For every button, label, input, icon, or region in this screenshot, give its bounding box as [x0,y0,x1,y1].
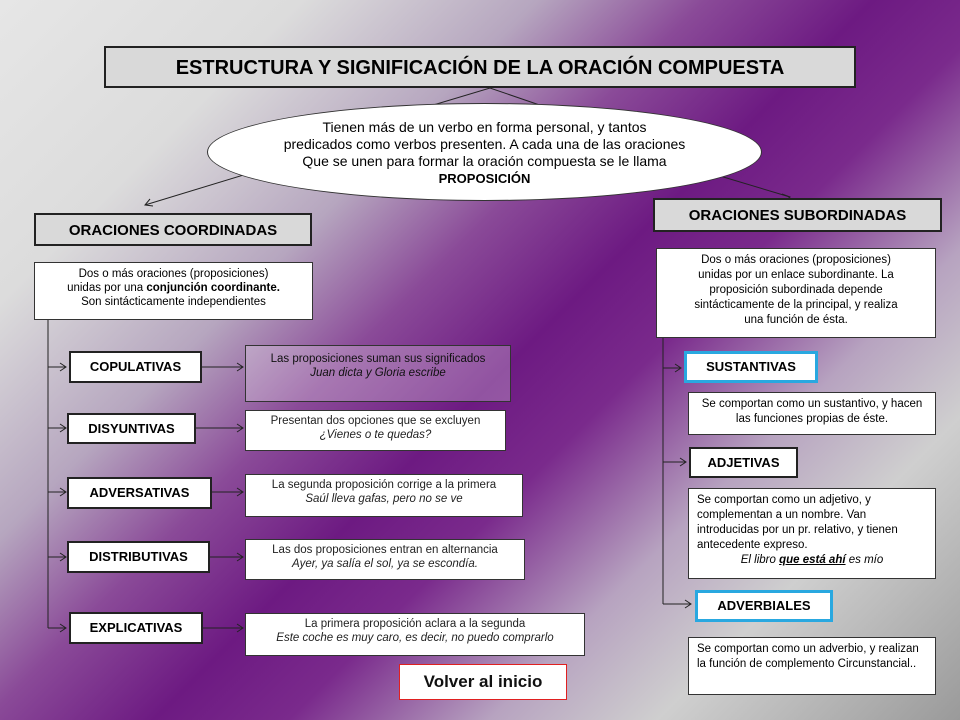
ellipse-line-1: Tienen más de un verbo en forma personal, y tantos [322,119,647,135]
adversativas-text: La segunda proposición corrige a la primera [271,479,497,491]
copulativas-example: Juan dicta y Gloria escribe [310,367,446,379]
coord-desc-line3: Son sintácticamente independientes [81,296,266,308]
adjetivas-description [688,488,936,579]
explicativas-example: Este coche es muy caro, es decir, no puedo comprarlo [276,632,554,644]
adjetivas-text: Se comportan como un adjetivo, y complementan a un nombre. Van introducidas por un pr. relativo, y tienen antecedente expreso. [697,494,898,551]
explicativas-explanation [245,613,585,656]
coordinadas-description [34,262,313,320]
sub-desc-line3: proposición subordinada depende [709,284,883,296]
sub-desc-line2a: unidas por un enlace subordinante. [698,269,878,281]
adjetivas-example [697,553,927,568]
sub-desc-line5: una función de ésta. [744,314,848,326]
adversativas-explanation [245,474,523,517]
distributivas-text: Las dos proposiciones entran en alternancia [272,544,498,556]
sustantivas-label: SUSTANTIVAS [684,351,818,383]
ellipse-line-3: Que se unen para formar la oración compuesta se le llama [302,153,667,169]
distributivas-example: Ayer, ya salía el sol, ya se escondía. [292,558,478,570]
explicativas-label: EXPLICATIVAS [69,612,203,644]
explicativas-text: La primera proposición aclara a la segunda [304,618,526,630]
adverbiales-label: ADVERBIALES [695,590,833,622]
disyuntivas-example: ¿Vienes o te quedas? [319,429,432,441]
ellipse-line-2: predicados como verbos presenten. A cada una de las oraciones [283,136,686,152]
copulativas-label: COPULATIVAS [69,351,202,383]
subordinadas-description [656,248,936,338]
disyuntivas-label: DISYUNTIVAS [67,413,196,444]
sub-desc-line1: Dos o más oraciones (proposiciones) [701,254,891,266]
adjetivas-ex-a: El libro [740,554,780,566]
sub-desc-line4: sintácticamente de la principal, y realiza [694,299,898,311]
coord-desc-line1: Dos o más oraciones (proposiciones) [78,268,269,280]
back-to-start-button[interactable]: Volver al inicio [399,664,567,700]
sustantivas-description: Se comportan como un sustantivo, y hacen las funciones propias de éste. [688,392,936,435]
adverbiales-description: Se comportan como un adverbio, y realizan la función de complemento Circunstancial.. [688,637,936,695]
sub-desc-line2b: La [877,269,894,281]
distributivas-explanation [245,539,525,580]
page-title: ESTRUCTURA Y SIGNIFICACIÓN DE LA ORACIÓN COMPUESTA [104,46,856,88]
coord-desc-line2b: conjunción coordinante. [146,282,280,294]
adjetivas-label: ADJETIVAS [689,447,798,478]
disyuntivas-explanation [245,410,506,451]
adjetivas-ex-b: que está ahí [779,554,846,566]
coord-desc-line2a: unidas por una [67,282,147,294]
adjetivas-ex-c: es mío [845,554,884,566]
copulativas-text: Las proposiciones suman sus significados [270,353,486,365]
copulativas-explanation [245,345,511,402]
adversativas-example: Saúl lleva gafas, pero no se ve [305,493,463,505]
disyuntivas-text: Presentan dos opciones que se excluyen [270,415,481,427]
distributivas-label: DISTRIBUTIVAS [67,541,210,573]
subordinadas-heading: ORACIONES SUBORDINADAS [653,198,942,232]
ellipse-keyword: PROPOSICIÓN [438,171,531,186]
adversativas-label: ADVERSATIVAS [67,477,212,509]
definition-ellipse [207,103,762,201]
coordinadas-heading: ORACIONES COORDINADAS [34,213,312,246]
